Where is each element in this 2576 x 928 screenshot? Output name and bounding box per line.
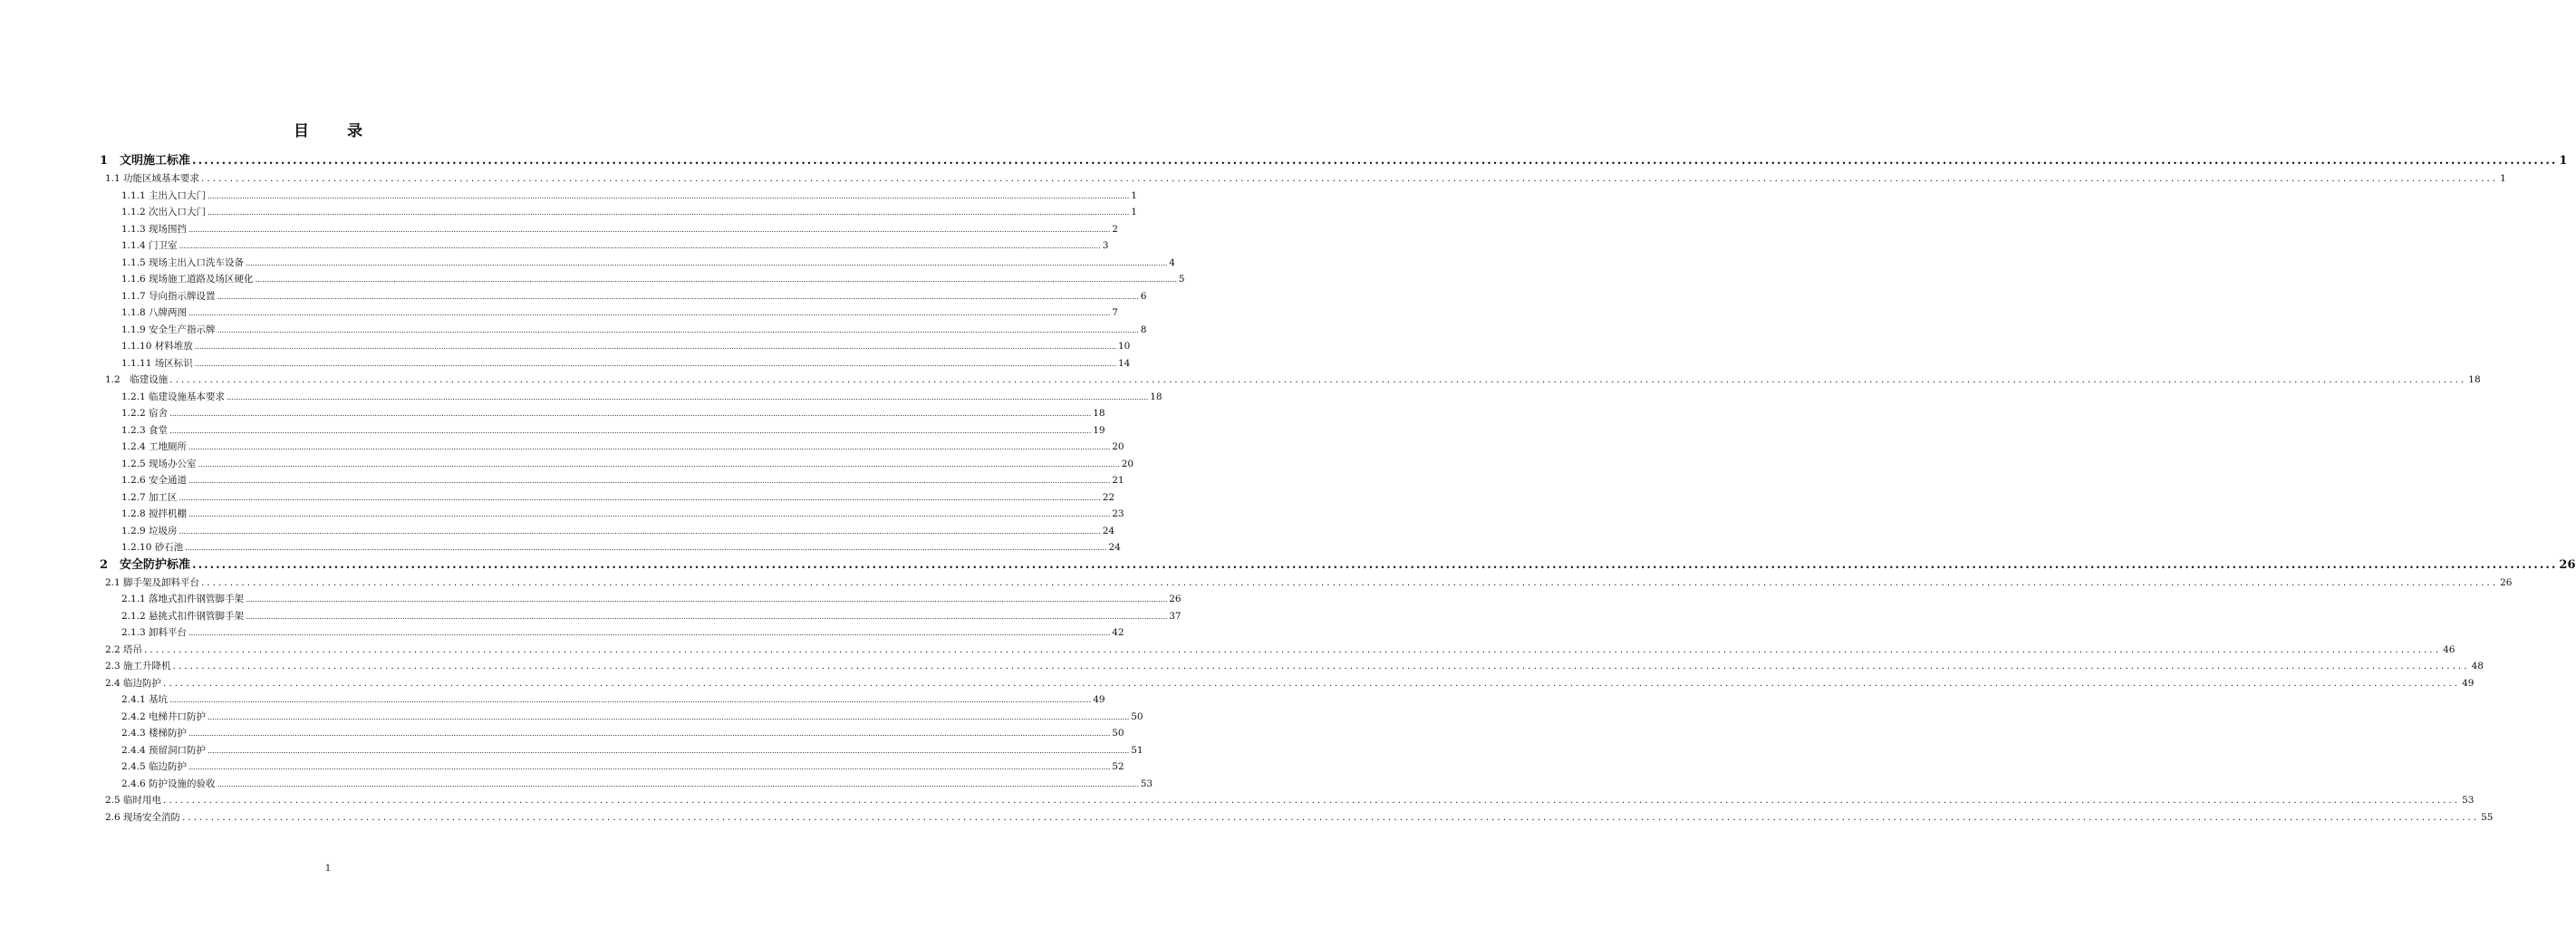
toc-entry[interactable] [100, 372, 2481, 389]
page-title: 目 录 [294, 122, 379, 140]
toc-entry-page: 22 [1102, 491, 1115, 503]
toc-entry[interactable] [100, 658, 2484, 675]
toc-leader-dots: ................................................................................................................................................................................................................................................................................................................................................................................................................ [192, 154, 2558, 168]
toc-entry-page: 1 [2500, 173, 2506, 184]
toc-leader-dots: ................................................................................................................................................................................................................................................................................................................................................................................................................ [182, 811, 2480, 823]
toc-entry-label: 1 文明施工标准 [100, 154, 191, 168]
toc-entry-page: 26 [2500, 576, 2513, 588]
toc-entry-label: 2.4.6 防护设施的验收 [121, 778, 216, 789]
toc-entry-label: 2.1.3 卸料平台 [121, 627, 188, 638]
toc-entry-label: 1.1.9 安全生产指示牌 [121, 324, 216, 335]
toc-entry[interactable] [100, 204, 1137, 221]
toc-entry[interactable] [100, 304, 1118, 322]
toc-entry-label: 1.1.5 现场主出入口洗车设备 [121, 256, 245, 268]
toc-leader-dots: ................................................................................................................................................................................................................................................................................................................................................................................................................ [163, 677, 2461, 689]
toc-leader-dots: ................................................................................................................................................................................................................................................................................................................................................................................................................ [185, 544, 1107, 552]
toc-leader-dots: ................................................................................................................................................................................................................................................................................................................................................................................................................ [194, 359, 1116, 368]
toc-leader-dots: ................................................................................................................................................................................................................................................................................................................................................................................................................ [188, 730, 1111, 738]
toc-entry[interactable] [100, 237, 1109, 255]
toc-entry-label: 1.1.4 门卫室 [121, 240, 178, 251]
toc-leader-dots: ................................................................................................................................................................................................................................................................................................................................................................................................................ [169, 696, 1092, 704]
toc-entry-label: 1.2.3 食堂 [121, 424, 169, 436]
toc-entry-label: 2.2 塔吊 [105, 643, 143, 655]
toc-leader-dots: ................................................................................................................................................................................................................................................................................................................................................................................................................ [217, 779, 1139, 788]
toc-leader-dots: ................................................................................................................................................................................................................................................................................................................................................................................................................ [227, 392, 1149, 401]
toc-entry-label: 2.1.2 悬挑式扣件钢管脚手架 [121, 610, 245, 622]
toc-entry[interactable] [100, 742, 1143, 759]
toc-leader-dots: ................................................................................................................................................................................................................................................................................................................................................................................................................ [194, 343, 1116, 351]
toc-entry-page: 7 [1112, 307, 1118, 318]
toc-entry[interactable] [100, 642, 2455, 659]
toc-leader-dots: ................................................................................................................................................................................................................................................................................................................................................................................................................ [188, 629, 1111, 637]
toc-entry[interactable] [100, 355, 1131, 372]
toc-entry-page: 24 [1102, 525, 1115, 536]
toc-entry-page: 6 [1140, 290, 1147, 302]
toc-entry[interactable] [100, 776, 1153, 793]
toc-entry-page: 37 [1169, 610, 1182, 622]
toc-entry-page: 53 [2462, 795, 2475, 806]
toc-entry-page: 18 [1150, 391, 1163, 402]
toc-entry[interactable] [100, 792, 2475, 809]
toc-entry[interactable] [100, 539, 1121, 556]
toc-entry[interactable] [100, 152, 2568, 170]
toc-leader-dots: ................................................................................................................................................................................................................................................................................................................................................................................................................ [172, 661, 2470, 672]
toc-entry-page: 48 [2471, 661, 2484, 672]
toc-entry[interactable] [100, 809, 2494, 826]
toc-leader-dots: ................................................................................................................................................................................................................................................................................................................................................................................................................ [207, 746, 1130, 755]
toc-entry-page: 26 [1169, 594, 1182, 604]
toc-entry-page: 50 [1112, 728, 1124, 739]
toc-entry[interactable] [100, 575, 2513, 592]
toc-entry-page: 20 [1112, 441, 1124, 452]
toc-entry-label: 2.4.2 电梯井口防护 [121, 710, 207, 722]
toc-entry[interactable] [100, 675, 2475, 692]
toc-leader-dots: ................................................................................................................................................................................................................................................................................................................................................................................................................ [207, 712, 1130, 721]
toc-entry[interactable] [100, 556, 2576, 575]
toc-leader-dots: ................................................................................................................................................................................................................................................................................................................................................................................................................ [188, 309, 1111, 317]
toc-entry-label: 1.1.8 八牌两图 [121, 307, 188, 318]
toc-entry-page: 18 [2468, 374, 2481, 385]
toc-entry-label: 2.1 脚手架及卸料平台 [105, 576, 200, 588]
toc-entry[interactable] [100, 188, 1137, 205]
toc-entry[interactable] [100, 456, 1134, 473]
toc-entry[interactable] [100, 271, 1185, 288]
toc-entry-page: 26 [2559, 557, 2576, 572]
toc-leader-dots: ................................................................................................................................................................................................................................................................................................................................................................................................................ [169, 374, 2467, 385]
toc-entry-label: 2.4.5 临边防护 [121, 761, 188, 772]
toc-leader-dots: ................................................................................................................................................................................................................................................................................................................................................................................................................ [163, 795, 2461, 806]
toc-leader-dots: ................................................................................................................................................................................................................................................................................................................................................................................................................ [178, 527, 1101, 536]
toc-entry-label: 2.6 现场安全消防 [105, 811, 181, 823]
toc-entry-label: 1.2.8 搅拌机棚 [121, 508, 188, 519]
toc-entry-label: 1.2 临建设施 [105, 374, 169, 385]
toc-leader-dots: ................................................................................................................................................................................................................................................................................................................................................................................................................ [201, 576, 2499, 588]
toc-entry[interactable] [100, 422, 1105, 440]
toc-entry-page: 1 [1131, 189, 1137, 201]
toc-entry-page: 8 [1140, 324, 1147, 335]
toc-entry[interactable] [100, 709, 1143, 726]
toc-entry[interactable] [100, 591, 1182, 608]
toc-leader-dots: ................................................................................................................................................................................................................................................................................................................................................................................................................ [201, 173, 2499, 184]
toc-entry-page: 14 [1117, 357, 1131, 369]
toc-entry[interactable] [100, 389, 1163, 406]
toc-leader-dots: ................................................................................................................................................................................................................................................................................................................................................................................................................ [178, 242, 1101, 250]
toc-entry[interactable] [100, 472, 1124, 489]
toc-entry-label: 1.1.3 现场围挡 [121, 223, 188, 235]
toc-leader-dots: ................................................................................................................................................................................................................................................................................................................................................................................................................ [246, 612, 1168, 621]
toc-entry-page: 20 [1121, 458, 1134, 469]
toc-leader-dots: ................................................................................................................................................................................................................................................................................................................................................................................................................ [255, 276, 1177, 284]
toc-entry-page: 23 [1112, 508, 1124, 519]
toc-leader-dots: ................................................................................................................................................................................................................................................................................................................................................................................................................ [188, 763, 1111, 771]
toc-entry[interactable] [100, 221, 1118, 238]
toc-entry-label: 2.4.4 预留洞口防护 [121, 744, 207, 756]
toc-entry-page: 1 [2559, 154, 2568, 168]
toc-entry-label: 1.2.7 加工区 [121, 491, 178, 503]
toc-entry-label: 2.5 临时用电 [105, 795, 162, 806]
toc-entry[interactable] [100, 322, 1147, 339]
toc-entry-label: 1.1.11 场区标识 [121, 357, 193, 369]
toc-entry-page: 24 [1108, 542, 1121, 553]
toc-entry[interactable] [100, 523, 1115, 540]
toc-leader-dots: ................................................................................................................................................................................................................................................................................................................................................................................................................ [246, 595, 1168, 604]
toc-leader-dots: ................................................................................................................................................................................................................................................................................................................................................................................................................ [207, 208, 1130, 217]
toc-entry[interactable] [100, 759, 1124, 776]
toc-entry-label: 1.1.7 导向指示牌设置 [121, 290, 216, 302]
toc-entry-label: 1.1 功能区域基本要求 [105, 173, 200, 184]
toc-entry-page: 21 [1112, 475, 1124, 486]
toc-entry-page: 50 [1131, 710, 1143, 722]
toc-leader-dots: ................................................................................................................................................................................................................................................................................................................................................................................................................ [198, 459, 1120, 469]
toc-leader-dots: ................................................................................................................................................................................................................................................................................................................................................................................................................ [169, 410, 1092, 418]
toc-entry-page: 46 [2443, 643, 2455, 655]
toc-entry-label: 1.2.4 工地厕所 [121, 441, 188, 452]
toc-entry[interactable] [100, 338, 1131, 355]
toc-entry[interactable] [100, 506, 1124, 523]
table-of-contents [100, 152, 2576, 826]
toc-entry-label: 1.2.6 安全通道 [121, 475, 188, 486]
toc-entry-page: 52 [1112, 761, 1124, 772]
toc-entry-page: 49 [2462, 677, 2475, 689]
toc-entry[interactable] [100, 255, 1175, 272]
toc-entry-label: 1.1.1 主出入口大门 [121, 189, 207, 201]
toc-entry-label: 1.1.6 现场施工道路及场区硬化 [121, 274, 254, 285]
toc-leader-dots: ................................................................................................................................................................................................................................................................................................................................................................................................................ [178, 493, 1101, 502]
toc-leader-dots: ................................................................................................................................................................................................................................................................................................................................................................................................................ [207, 191, 1130, 200]
toc-entry-label: 2.1.1 落地式扣件钢管脚手架 [121, 594, 245, 604]
toc-entry-label: 1.1.2 次出入口大门 [121, 207, 207, 218]
toc-entry-label: 2.3 施工升降机 [105, 661, 171, 672]
toc-entry-page: 42 [1112, 627, 1124, 638]
toc-entry[interactable] [100, 439, 1124, 456]
toc-entry-label: 2.4.3 楼梯防护 [121, 728, 188, 739]
toc-entry[interactable] [100, 489, 1115, 507]
toc-leader-dots: ................................................................................................................................................................................................................................................................................................................................................................................................................ [217, 325, 1139, 334]
toc-entry-page: 49 [1093, 694, 1105, 705]
toc-entry-page: 10 [1117, 341, 1131, 352]
toc-entry-label: 1.2.2 宿舍 [121, 408, 169, 419]
page-number: 1 [324, 864, 332, 874]
toc-leader-dots: ................................................................................................................................................................................................................................................................................................................................................................................................................ [188, 443, 1111, 451]
toc-entry-page: 2 [1112, 223, 1118, 235]
toc-entry[interactable] [100, 624, 1124, 642]
toc-entry-label: 2.4 临边防护 [105, 677, 162, 689]
toc-entry-page: 18 [1093, 408, 1105, 419]
toc-leader-dots: ................................................................................................................................................................................................................................................................................................................................................................................................................ [169, 426, 1092, 435]
toc-entry-label: 1.2.10 砂石池 [121, 542, 184, 553]
toc-entry[interactable] [100, 405, 1105, 422]
toc-entry[interactable] [100, 691, 1105, 709]
toc-entry-page: 1 [1131, 207, 1137, 218]
toc-entry-page: 4 [1169, 256, 1175, 268]
toc-entry-label: 1.1.10 材料堆放 [121, 341, 193, 352]
toc-entry-page: 53 [1140, 778, 1153, 789]
toc-entry-label: 1.2.1 临建设施基本要求 [121, 391, 226, 402]
toc-entry-page: 3 [1102, 240, 1109, 251]
toc-entry-label: 1.2.9 垃圾房 [121, 525, 178, 536]
toc-leader-dots: ................................................................................................................................................................................................................................................................................................................................................................................................................ [188, 477, 1111, 485]
toc-entry-page: 51 [1131, 744, 1143, 756]
toc-entry[interactable] [100, 288, 1147, 305]
toc-entry[interactable] [100, 608, 1182, 625]
toc-leader-dots: ................................................................................................................................................................................................................................................................................................................................................................................................................ [188, 225, 1111, 234]
toc-entry-page: 19 [1093, 424, 1105, 436]
toc-leader-dots: ................................................................................................................................................................................................................................................................................................................................................................................................................ [188, 510, 1111, 518]
toc-leader-dots: ................................................................................................................................................................................................................................................................................................................................................................................................................ [192, 557, 2558, 572]
toc-entry[interactable] [100, 725, 1124, 742]
toc-leader-dots: ................................................................................................................................................................................................................................................................................................................................................................................................................ [144, 643, 2442, 655]
toc-entry-label: 1.2.5 现场办公室 [121, 458, 197, 469]
toc-entry-page: 55 [2481, 811, 2494, 823]
toc-entry-label: 2 安全防护标准 [100, 557, 191, 572]
toc-entry-page: 5 [1178, 274, 1185, 285]
toc-entry[interactable] [100, 170, 2506, 188]
toc-entry-label: 2.4.1 基坑 [121, 694, 169, 705]
toc-leader-dots: ................................................................................................................................................................................................................................................................................................................................................................................................................ [246, 258, 1168, 267]
toc-leader-dots: ................................................................................................................................................................................................................................................................................................................................................................................................................ [217, 292, 1139, 301]
